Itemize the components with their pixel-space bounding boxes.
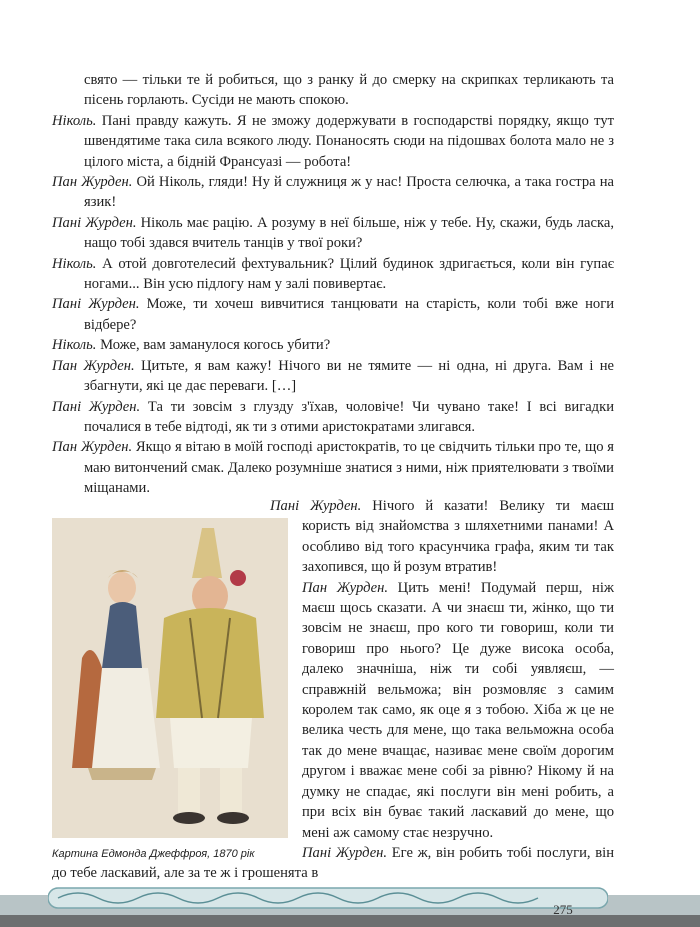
dialogue-paragraph: Пан Журден. Цитьте, я вам кажу! Нічого ви не тямите — ні одна, ні друга. Вам і не збагнути, які це дає переваги. […] [52,357,614,395]
speaker-name: Пан Журден. [302,579,388,596]
speaker-name: Пані Журден. [302,844,388,861]
speaker-name: Пан Журден. [52,439,133,456]
speaker-name: Пані Журден. [270,498,362,514]
dialogue-paragraph: Пан Журден. Якщо я вітаю в моїй господі аристократів, то це свідчить тільки про те, що я маю витончений смак. Далеко розумніше знатися з ними, ніж приятелювати з твоїми міщанами. [52,439,614,497]
speaker-name: Ніколь. [52,255,97,272]
dialogue-paragraph: Пан Журден. Ой Ніколь, гляди! Ну й служниця ж у нас! Проста селючка, а така гостра на язик! [52,174,614,211]
dialogue-paragraph: Пані Журден. Нічого й казати! Велику ти маєш користь від знайомства з шляхетними панами! А особливо від того красунчика графа, яким ти так захопився, що й розум втратив! [270,498,614,576]
dialogue-paragraph: Пан Журден. Цить мені! Подумай перш, ніж маєш щось сказати. А чи знаєш ти, жінко, що ти зовсім не знаєш, про кого ти говориш, коли ти говориш про нього? Це дуже висока особа, далеко значніша, ніж ти собі уявляєш, — справжній вельможа; він розмовляє з самим королем так само, як оце я з тобою. Хіба ж це не велика честь для мене, що така вельможна особа так до мене вчащає, називає мене своїм дорогим другом і вважає мене собі за рівню? Нікому й на думку не спадає, які послуги він мені робить, а при всіх він буває такий ласкавий до мене, що мені аж самому стає незручно. [302,579,614,841]
painting-illustration [52,518,288,838]
speaker-name: Пані Журден. [52,398,141,415]
speaker-name: Пані Журден. [52,296,140,313]
speaker-name: Пан Журден. [52,357,135,374]
speaker-name: Пан Журден. [52,174,133,191]
speaker-name: Ніколь. [52,337,97,354]
dialogue-paragraph: свято — тільки те й робиться, що з ранку й до смерку на скрипках терликають та пісень горлають. Сусіди не мають спокою. [84,72,614,109]
ornament-border-icon [48,884,608,912]
dialogue-paragraph: Ніколь. Пані правду кажуть. Я не зможу додержувати в господарстві порядку, якщо тут швендятиме така сила всякого люду. Понаносять сюди на підошвах болота мало не з цілого міста, а бідній Франсуазі — робота! [52,112,614,170]
painting-figures [52,518,288,838]
dialogue-paragraph: Пані Журден. Та ти зовсім з глузду з'їхав, чоловіче! Чи чувано таке! І всі вигадки почалися в тебе відтоді, як ти з отими аристократами злигався. [52,398,614,435]
dialogue-paragraph: Ніколь. А отой довготелесий фехтувальник? Цілий будинок здригається, коли він гупає ногами... Він усю підлогу нам у залі повивертає. [52,255,614,293]
page-number: 275 [553,902,573,917]
dialogue-block [52,70,614,499]
footer-shadow [0,915,700,927]
image-caption: Картина Едмонда Джеффроя, 1870 рік [52,848,255,860]
speaker-name: Ніколь. [52,112,97,129]
dialogue-paragraph: Ніколь. Може, вам заманулося когось убити? [52,337,331,354]
dialogue-paragraph: Пані Журден. Еге ж, він робить тобі послуги, він до тебе ласкавий, але за те ж і грошенята в [52,844,615,882]
dialogue-paragraph: Пані Журден. Може, ти хочеш вивчитися танцювати на старість, коли тобі вже ноги відбере? [52,296,615,333]
speaker-name: Пані Журден. [52,214,137,231]
dialogue-paragraph: Пані Журден. Ніколь має рацію. А розуму в неї більше, ніж у тебе. Ну, скажи, будь ласка, нащо тобі здався вчитель танців у твої роки? [52,214,614,252]
